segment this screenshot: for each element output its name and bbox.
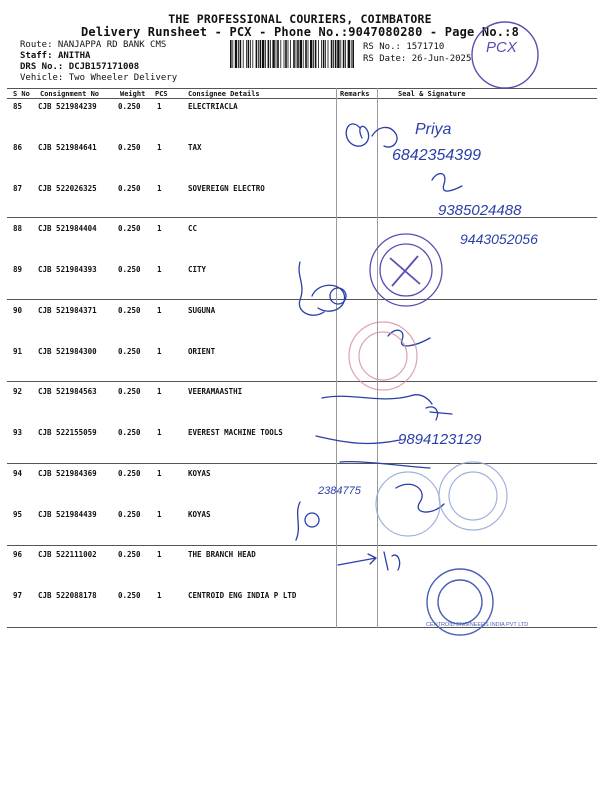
row-pcs: 1	[157, 184, 162, 193]
drs-label: DRS No.:	[20, 62, 64, 72]
row-pcs: 1	[157, 469, 162, 478]
row-consignee: THE BRANCH HEAD	[188, 550, 256, 559]
signature-scrawl	[316, 436, 400, 443]
row-weight: 0.250	[118, 510, 141, 519]
signature-circle	[305, 513, 319, 527]
row-sno: 87	[13, 184, 23, 193]
row-consignment: CJB 521984369	[38, 469, 97, 478]
row-consignment: CJB 521984641	[38, 143, 97, 152]
col-sno: S No	[13, 90, 30, 98]
row-pcs: 1	[157, 428, 162, 437]
row-sno: 95	[13, 510, 23, 519]
company-title: THE PROFESSIONAL COURIERS, COIMBATORE	[168, 12, 432, 26]
row-sno: 88	[13, 224, 23, 233]
signature-circle	[330, 288, 346, 304]
handwritten-note: 2384775	[318, 485, 361, 497]
row-sno: 86	[13, 143, 23, 152]
handwritten-phone: 9443052056	[460, 231, 538, 247]
row-consignee: SUGUNA	[188, 306, 216, 315]
route-line: Route: NANJAPPA RD BANK CMS	[20, 40, 167, 50]
row-pcs: 1	[157, 510, 162, 519]
row-pcs: 1	[157, 550, 162, 559]
row-consignee: ORIENT	[188, 347, 216, 356]
row-consignee: CITY	[188, 265, 207, 274]
row-consignment: CJB 521984439	[38, 510, 97, 519]
row-consignment: CJB 522088178	[38, 591, 97, 600]
row-sno: 92	[13, 387, 23, 396]
faded-seal	[349, 322, 417, 390]
row-consignment: CJB 522111002	[38, 550, 97, 559]
stamp-text: PCX	[486, 39, 517, 56]
row-pcs: 1	[157, 224, 162, 233]
row-weight: 0.250	[118, 265, 141, 274]
row-consignee: CENTROID ENG INDIA P LTD	[188, 591, 297, 600]
handwritten-phone: 9894123129	[398, 431, 482, 448]
handwritten-phone: 9385024488	[438, 202, 522, 219]
row-weight: 0.250	[118, 347, 141, 356]
col-seal: Seal & Signature	[398, 90, 466, 98]
row-weight: 0.250	[118, 143, 141, 152]
row-consignee: KOYAS	[188, 469, 211, 478]
row-sno: 96	[13, 550, 23, 559]
signature-scrawl	[372, 127, 397, 147]
row-pcs: 1	[157, 387, 162, 396]
handwritten-name: Priya	[415, 121, 452, 138]
row-pcs: 1	[157, 265, 162, 274]
row-weight: 0.250	[118, 102, 141, 111]
row-consignment: CJB 521984300	[38, 347, 97, 356]
drs-value: DCJB157171008	[68, 62, 140, 72]
row-consignee: EVEREST MACHINE TOOLS	[188, 428, 283, 437]
seal-text: CENTROID ENGINEERS INDIA PVT LTD	[426, 622, 529, 628]
row-consignee: VEERAMAASTHI	[188, 387, 243, 396]
signature-scrawl	[312, 285, 345, 311]
row-sno: 91	[13, 347, 23, 356]
col-remarks: Remarks	[340, 90, 370, 98]
row-weight: 0.250	[118, 184, 141, 193]
row-consignee: CC	[188, 224, 198, 233]
col-consignment: Consignment No	[40, 90, 100, 98]
handwritten-phone: 6842354399	[392, 147, 481, 164]
faded-seal	[376, 462, 507, 536]
signature-scrawl	[432, 174, 462, 191]
col-weight: Weight	[120, 90, 146, 98]
row-weight: 0.250	[118, 428, 141, 437]
row-consignment: CJB 521984563	[38, 387, 97, 396]
signature-scrawl	[396, 484, 444, 512]
row-weight: 0.250	[118, 550, 141, 559]
row-sno: 93	[13, 428, 23, 437]
col-pcs: PCS	[155, 90, 168, 98]
vehicle-line: Vehicle: Two Wheeler Delivery	[20, 73, 178, 83]
row-weight: 0.250	[118, 469, 141, 478]
staff-label: Staff:	[20, 51, 53, 61]
row-weight: 0.250	[118, 224, 141, 233]
signature-scrawl	[346, 124, 368, 146]
signature-scrawl	[384, 552, 400, 570]
row-consignment: CJB 522155059	[38, 428, 97, 437]
row-consignee: SOVEREIGN ELECTRO	[188, 184, 265, 193]
row-consignment: CJB 521984239	[38, 102, 97, 111]
row-consignee: ELECTRIACLA	[188, 102, 238, 111]
row-consignment: CJB 521984371	[38, 306, 97, 315]
signature-scrawl	[299, 262, 324, 315]
signature-scrawl	[340, 462, 430, 468]
company-seal	[370, 234, 442, 306]
row-consignment: CJB 521984393	[38, 265, 97, 274]
row-pcs: 1	[157, 143, 162, 152]
col-consignee: Consignee Details	[188, 90, 260, 98]
row-pcs: 1	[157, 347, 162, 356]
row-weight: 0.250	[118, 306, 141, 315]
row-sno: 89	[13, 265, 23, 274]
row-sno: 90	[13, 306, 23, 315]
signature-scrawl	[296, 502, 300, 540]
row-sno: 85	[13, 102, 23, 111]
signature-scrawl	[322, 395, 432, 404]
staff-value: ANITHA	[57, 51, 91, 61]
row-pcs: 1	[157, 591, 162, 600]
row-sno: 97	[13, 591, 23, 600]
row-consignment: CJB 522026325	[38, 184, 97, 193]
signature-scrawl	[388, 330, 430, 346]
row-pcs: 1	[157, 306, 162, 315]
rs-number: RS No.: 1571710	[363, 42, 445, 52]
runsheet-subtitle: Delivery Runsheet - PCX - Phone No.:9047080280 - Page No.:8	[80, 25, 520, 39]
row-consignee: TAX	[188, 143, 202, 152]
row-sno: 94	[13, 469, 23, 478]
signature-scrawl	[426, 407, 452, 420]
row-consignment: CJB 521984404	[38, 224, 97, 233]
row-weight: 0.250	[118, 591, 141, 600]
rs-date: RS Date: 26-Jun-2025	[363, 54, 472, 64]
row-consignee: KOYAS	[188, 510, 211, 519]
row-weight: 0.250	[118, 387, 141, 396]
row-pcs: 1	[157, 102, 162, 111]
arrow-mark	[338, 554, 376, 565]
